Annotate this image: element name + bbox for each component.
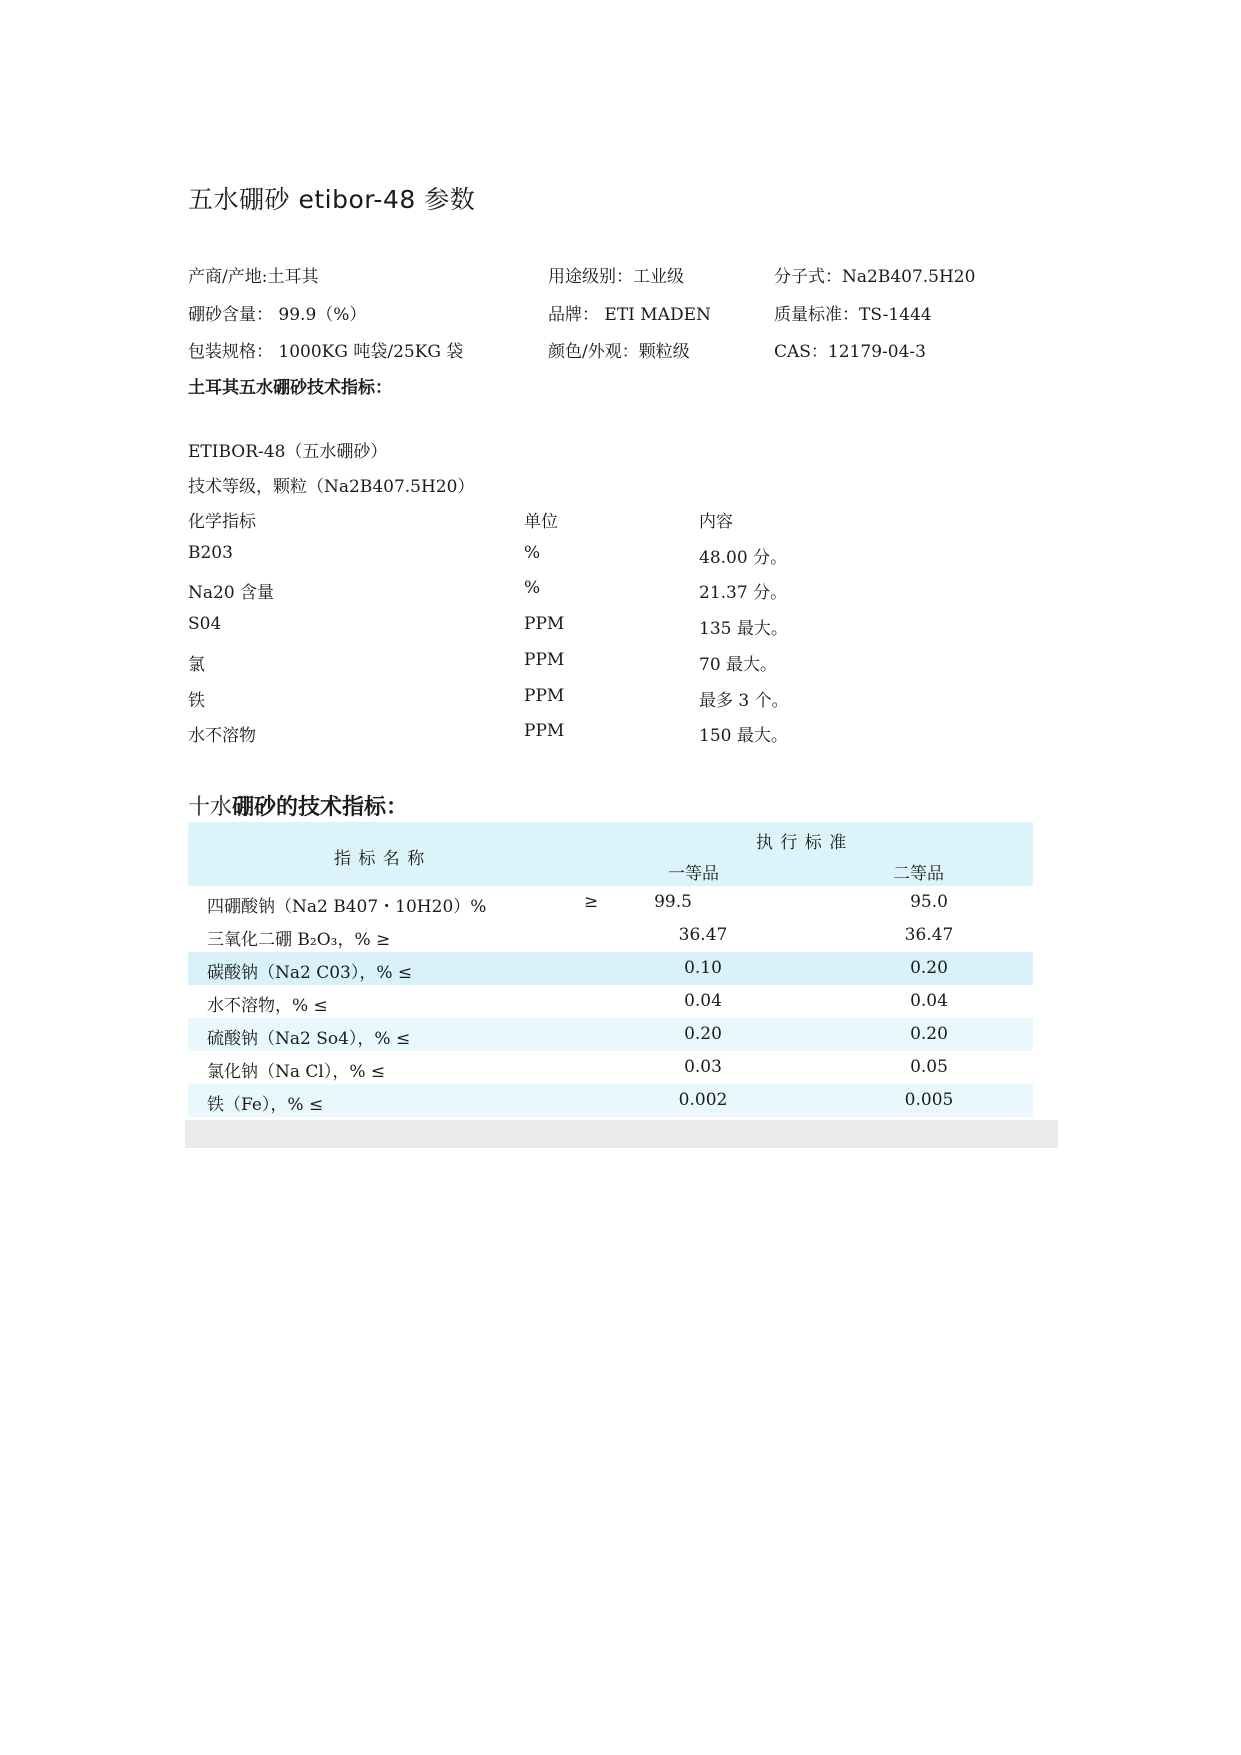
spec2-row-grade2: 0.05: [910, 1057, 948, 1077]
spec1-cell: 水不溶物: [188, 726, 256, 746]
spec1-cell: 150 最大。: [699, 726, 788, 746]
spec1-cell: PPM: [524, 686, 565, 706]
spec1-cell: 铁: [188, 691, 205, 711]
spec2-header: [188, 822, 1033, 886]
param-quality-standard: 质量标准：TS-1444: [774, 305, 932, 325]
spec2-row-grade2: 0.005: [904, 1090, 954, 1110]
spec1-cell: 70 最大。: [699, 655, 778, 675]
section2-heading: [188, 790, 408, 821]
param-brand: 品牌： ETI MADEN: [548, 305, 711, 325]
spec2-row-grade2: 0.20: [910, 1024, 948, 1044]
spec1-cell: 48.00 分。: [699, 548, 788, 568]
spec1-cell: 21.37 分。: [699, 583, 788, 603]
spec2-row-grade2: 0.04: [910, 991, 948, 1011]
section1-heading: 土耳其五水硼砂技术指标：: [188, 378, 392, 398]
spec2-row-grade1: 0.002: [678, 1090, 728, 1110]
section2-heading-pre: 十水: [188, 795, 233, 820]
spec1-header-indicator: 化学指标: [188, 512, 256, 532]
param-content: 硼砂含量： 99.9（%）: [188, 305, 367, 325]
spec1-cell: PPM: [524, 650, 565, 670]
spec2-row-symbol: ≥: [584, 892, 599, 912]
param-appearance: 颜色/外观：颗粒级: [548, 342, 690, 362]
spec2-row-name: 铁（Fe），% ≤: [207, 1095, 324, 1115]
spec2-row-grade1: 36.47: [678, 925, 728, 945]
spec2-row-grade1: 0.10: [684, 958, 722, 978]
table-row: [188, 886, 1033, 919]
table-row: [188, 1084, 1033, 1117]
spec2-row-name: 碳酸钠（Na2 C03），% ≤: [207, 963, 413, 983]
spec1-cell: %: [524, 543, 541, 563]
spec2-header-standard: 执 行 标 准: [756, 833, 848, 853]
param-formula: 分子式：Na2B407.5H20: [774, 267, 976, 287]
spec2-row-grade2: 36.47: [904, 925, 954, 945]
spec2-row-name: 硫酸钠（Na2 So4），% ≤: [207, 1029, 411, 1049]
page-title: 五水硼砂 etibor-48 参数: [188, 185, 476, 214]
spec2-header-grade2: 二等品: [893, 864, 944, 884]
param-packaging: 包装规格： 1000KG 吨袋/25KG 袋: [188, 342, 464, 362]
spec2-row-grade1: 0.20: [684, 1024, 722, 1044]
spec-table-2: [188, 822, 1033, 1117]
table-row: [188, 952, 1033, 985]
spec1-cell: Na20 含量: [188, 583, 275, 603]
section1-product-line: ETIBOR-48（五水硼砂）: [188, 442, 388, 462]
spec1-cell: %: [524, 578, 541, 598]
spec2-row-name: 四硼酸钠（Na2 B407・10H20）%: [207, 897, 487, 917]
spec2-row-grade2: 95.0: [910, 892, 948, 912]
spec2-row-grade1: 0.03: [684, 1057, 722, 1077]
param-usage-grade: 用途级别：工业级: [548, 267, 684, 287]
table-footer-bar: [185, 1120, 1058, 1148]
param-cas: CAS：12179-04-3: [774, 342, 926, 362]
spec1-cell: S04: [188, 614, 222, 634]
section2-heading-bold: 硼砂的技术指标：: [232, 795, 409, 820]
spec2-row-name: 水不溶物，% ≤: [207, 996, 328, 1016]
spec2-row-grade1: 0.04: [684, 991, 722, 1011]
spec2-row-name: 三氧化二硼 B₂O₃，% ≥: [207, 930, 391, 950]
spec1-header-unit: 单位: [524, 512, 558, 532]
param-origin: 产商/产地:土耳其: [188, 267, 319, 287]
spec1-cell: 最多 3 个。: [699, 691, 789, 711]
section1-grade-line: 技术等级，颗粒（Na2B407.5H20）: [188, 477, 475, 497]
spec1-cell: 135 最大。: [699, 619, 788, 639]
spec2-header-name: 指 标 名 称: [334, 849, 426, 869]
spec1-cell: 氯: [188, 655, 205, 675]
spec1-cell: B203: [188, 543, 233, 563]
spec2-header-grade1: 一等品: [668, 864, 719, 884]
spec2-row-grade1: 99.5: [654, 892, 692, 912]
spec2-row-grade2: 0.20: [910, 958, 948, 978]
table-row: [188, 985, 1033, 1018]
spec1-header-content: 内容: [699, 512, 733, 532]
table-row: [188, 919, 1033, 952]
table-row: [188, 1018, 1033, 1051]
spec1-cell: PPM: [524, 721, 565, 741]
spec2-row-name: 氯化钠（Na Cl），% ≤: [207, 1062, 386, 1082]
table-row: [188, 1051, 1033, 1084]
spec1-cell: PPM: [524, 614, 565, 634]
